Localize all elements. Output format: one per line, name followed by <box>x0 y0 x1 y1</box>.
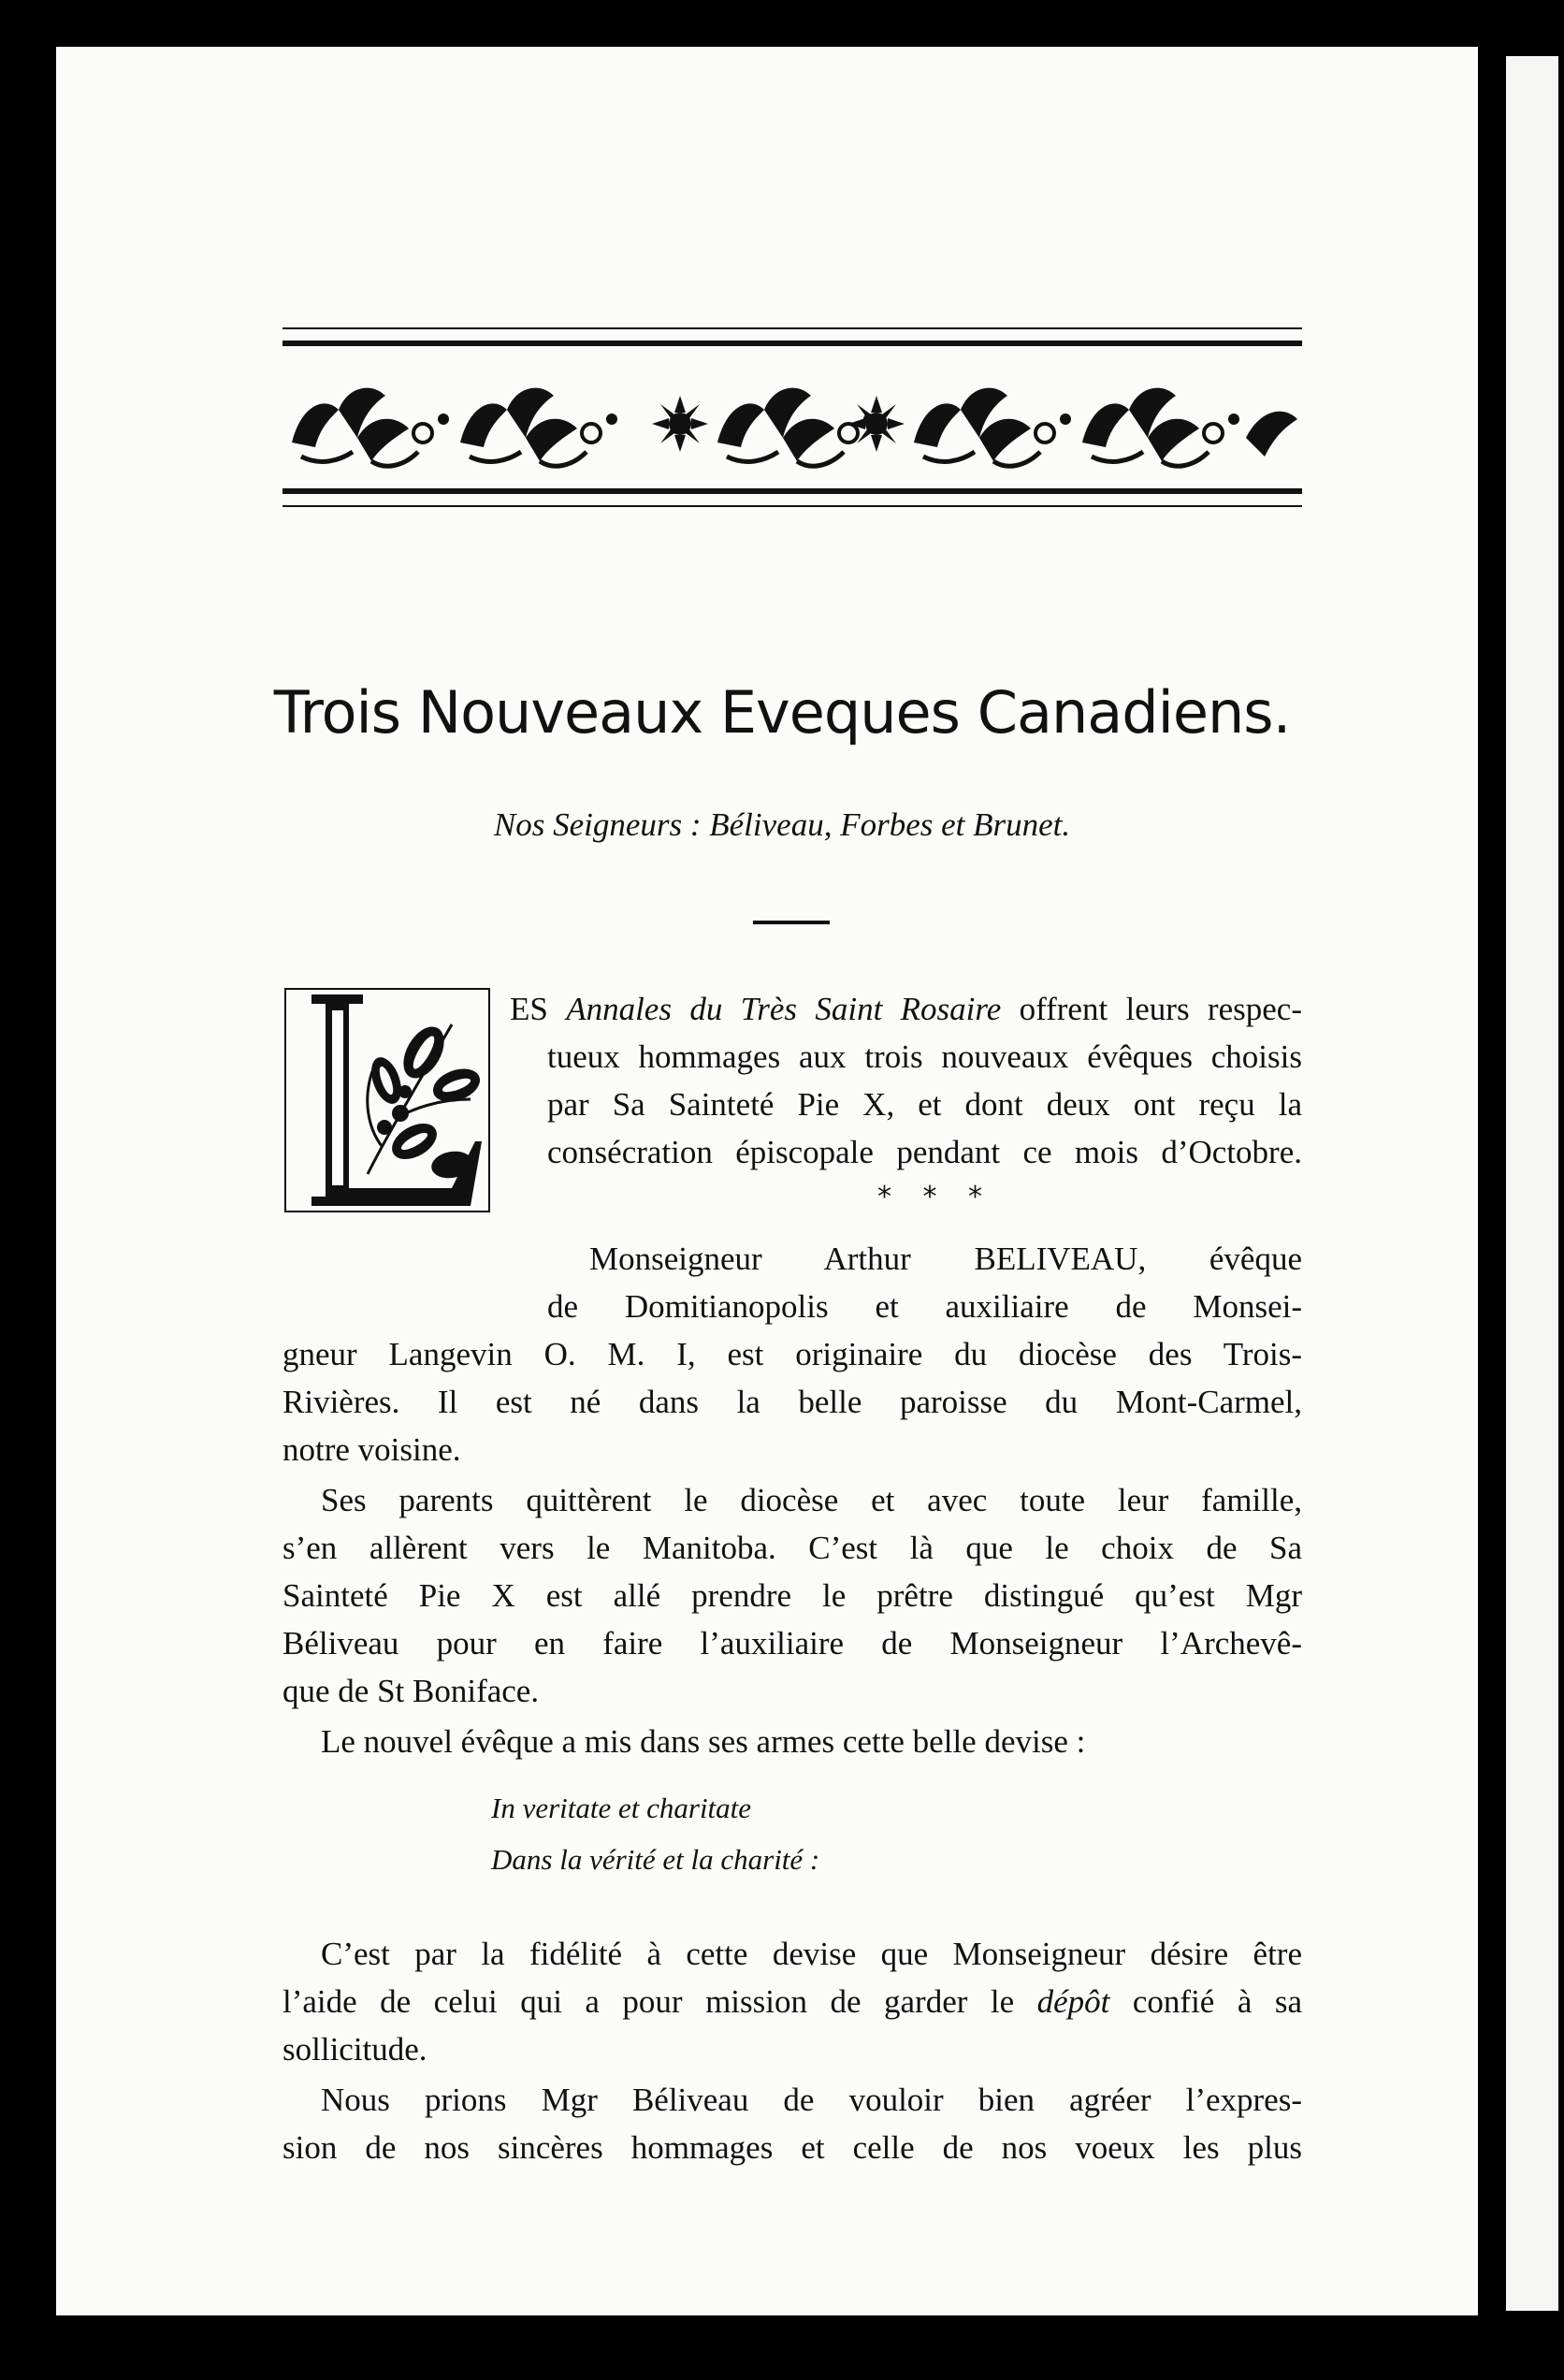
para2-line-4: Béliveau pour en faire l’auxiliaire de Monseigneur l’Archevê- <box>282 1625 1302 1662</box>
para1-line-2: de Domitianopolis et auxiliaire de Monsei- <box>547 1288 1302 1325</box>
header-rule-top-thick <box>282 341 1302 346</box>
intro-line-1-end: offrent leurs respec- <box>1001 991 1302 1027</box>
intro-line-3: par Sa Sainteté Pie X, et dont deux ont reçu la <box>547 1086 1302 1123</box>
para2-line-1: Ses parents quittèrent le diocèse et avec toute leur famille, <box>321 1482 1302 1518</box>
para1-line-5: notre voisine. <box>282 1431 461 1468</box>
para4-italic-word: dépôt <box>1036 1983 1110 2020</box>
para4-line-1: C’est par la fidélité à cette devise que Monseigneur désire être <box>321 1936 1302 1972</box>
para4-line-2 <box>282 1978 1302 2025</box>
para1-line-1: Monseigneur Arthur BELIVEAU, évêque <box>589 1241 1302 1277</box>
para3: Le nouvel évêque a mis dans ses armes cette belle devise : <box>321 1723 1086 1760</box>
intro-line-1 <box>510 985 1302 1033</box>
motto-latin: In veritate et charitate <box>491 1792 752 1824</box>
para2-line-5: que de St Boniface. <box>282 1673 540 1709</box>
para1-line-4: Rivières. Il est né dans la belle paroisse du Mont-Carmel, <box>282 1384 1302 1420</box>
adjacent-page-edge <box>1506 56 1558 2311</box>
intro-line-1-start: ES <box>510 991 567 1027</box>
para5-line-2: sion de nos sincères hommages et celle de nos voeux les plus <box>282 2129 1302 2166</box>
intro-line-4: consécration épiscopale pendant ce mois d’Octobre. <box>547 1134 1302 1170</box>
para1-line-3: gneur Langevin O. M. I, est originaire du diocèse des Trois- <box>282 1336 1302 1372</box>
section-separator: * * * <box>876 1181 994 1213</box>
motto-french: Dans la vérité et la charité : <box>491 1843 820 1876</box>
header-rule-top-thin <box>282 327 1302 329</box>
para4-line-3: sollicitude. <box>282 2031 427 2068</box>
article-title: Trois Nouveaux Eveques Canadiens. <box>273 678 1291 747</box>
decorated-dropcap-l <box>283 987 491 1213</box>
title-divider <box>753 921 830 924</box>
para2-line-3: Sainteté Pie X est allé prendre le prêtre distingué qu’est Mgr <box>282 1577 1302 1614</box>
header-rule-bottom-thick <box>282 488 1302 494</box>
para5-line-1: Nous prions Mgr Béliveau de vouloir bien agréer l’expres- <box>321 2082 1302 2118</box>
header-rule-bottom-thin <box>282 505 1302 507</box>
journal-name: Annales du Très Saint Rosaire <box>566 991 1002 1027</box>
article-subtitle: Nos Seigneurs : Béliveau, Forbes et Brunet. <box>493 806 1071 843</box>
para4-line-2-end: confié à sa <box>1109 1983 1302 2020</box>
leaf-ornament-band <box>282 372 1302 475</box>
intro-line-2: tueux hommages aux trois nouveaux évêques choisis <box>547 1038 1302 1075</box>
dropcap-letter: L <box>283 987 284 988</box>
para4-line-2-start: l’aide de celui qui a pour mission de garder le <box>282 1983 1037 2020</box>
para2-line-2: s’en allèrent vers le Manitoba. C’est là que le choix de Sa <box>282 1530 1302 1566</box>
